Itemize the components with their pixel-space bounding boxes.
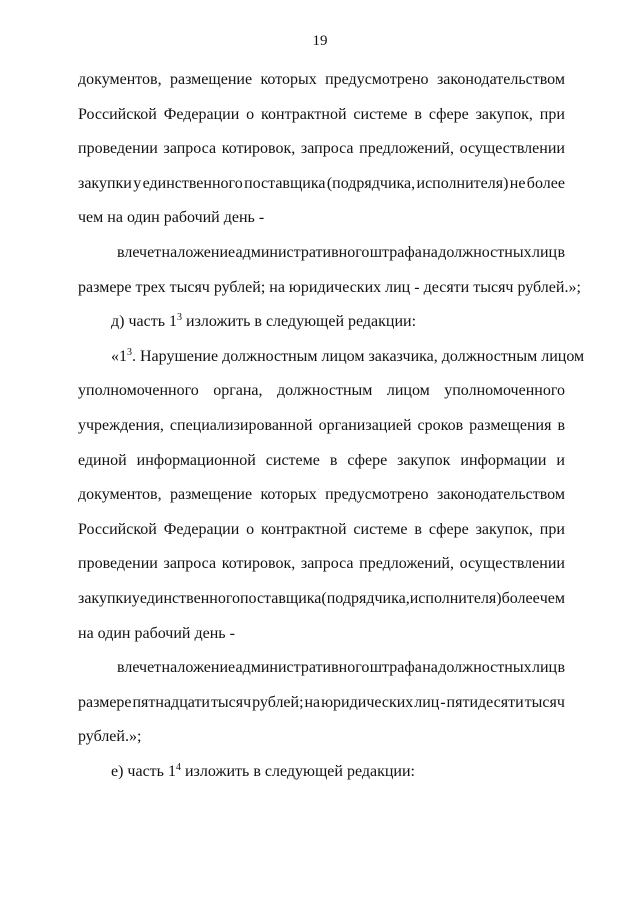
- word: законодательством: [436, 486, 565, 504]
- line-text: рублей.»;: [78, 728, 142, 746]
- word: при: [539, 520, 565, 538]
- text-line: [78, 623, 565, 658]
- text-line: [78, 346, 585, 381]
- text-line: [78, 484, 565, 519]
- word: предложений,: [359, 555, 454, 573]
- word: лиц: [531, 659, 558, 677]
- line-text: изложить в следующей редакции:: [182, 313, 417, 331]
- word: влечет: [117, 659, 162, 677]
- word: единой: [78, 451, 127, 469]
- word: наложение: [161, 659, 236, 677]
- word: учреждения,: [78, 416, 164, 434]
- text-line: [78, 277, 581, 312]
- line-text: размере трех тысяч рублей; на юридических лиц - десяти тысяч рублей.»;: [78, 278, 581, 296]
- word: лиц: [414, 693, 440, 711]
- word: предусмотрено: [325, 486, 429, 504]
- page-number: 19: [312, 33, 328, 49]
- word: информационной: [136, 451, 256, 469]
- word: осуществлении: [459, 140, 565, 158]
- line-text: чем на один рабочий день -: [78, 209, 265, 227]
- word: сроков: [417, 416, 464, 434]
- text-line: [78, 657, 565, 692]
- word: предложений,: [359, 140, 454, 158]
- text-line: [78, 311, 565, 346]
- word: у: [131, 589, 140, 607]
- superscript: 3: [177, 312, 183, 324]
- word: наложение: [161, 243, 236, 261]
- word: в: [414, 520, 422, 538]
- word: у: [133, 174, 142, 192]
- word: штрафа: [369, 659, 422, 677]
- text-line: [78, 207, 565, 242]
- word: запроса: [300, 555, 354, 573]
- word: исполнителя): [416, 174, 509, 192]
- word: Российской: [78, 520, 157, 538]
- text-line: [78, 726, 565, 761]
- word: сфере: [347, 451, 388, 469]
- word: на: [422, 659, 438, 677]
- text-line: [78, 450, 565, 485]
- word: в: [557, 243, 565, 261]
- word: органа,: [213, 382, 263, 400]
- word: организацией: [318, 416, 412, 434]
- word: осуществлении: [459, 555, 565, 573]
- line-text: е) часть 1: [111, 762, 176, 780]
- word: единственного: [142, 174, 243, 192]
- word: контрактной: [261, 105, 347, 123]
- text-line: [78, 242, 565, 277]
- word: рублей;: [252, 693, 304, 711]
- line-text: д) часть 1: [111, 313, 178, 331]
- word: Федерации: [163, 520, 240, 538]
- line-text: . Нарушение должностным лицом заказчика, должностным лицом: [132, 347, 585, 365]
- word: закупки: [78, 589, 132, 607]
- word: закупок,: [475, 520, 533, 538]
- text-line: [78, 138, 565, 173]
- word: котировок,: [221, 555, 296, 573]
- word: о: [246, 105, 255, 123]
- word: запроса: [163, 140, 217, 158]
- word: поставщика: [244, 174, 326, 192]
- word: лицом: [386, 382, 430, 400]
- word: закупок,: [475, 105, 533, 123]
- word: системе: [353, 520, 408, 538]
- superscript: 4: [175, 761, 181, 773]
- word: должностных: [438, 659, 532, 677]
- word: должностным: [276, 382, 373, 400]
- line-text: изложить в следующей редакции:: [180, 762, 415, 780]
- text-line: [78, 104, 565, 139]
- word: закупок: [397, 451, 451, 469]
- superscript: 3: [127, 346, 132, 358]
- word: сфере: [428, 520, 469, 538]
- word: должностных: [438, 243, 532, 261]
- word: исполнителя): [409, 589, 502, 607]
- text-line: [78, 588, 565, 623]
- word: влечет: [117, 243, 162, 261]
- word: не: [509, 174, 526, 192]
- word: информации: [460, 451, 547, 469]
- word: документов,: [78, 486, 162, 504]
- word: юридических: [321, 693, 414, 711]
- word: размещение: [169, 486, 253, 504]
- word: единственного: [139, 589, 240, 607]
- word: административного: [235, 659, 370, 677]
- document-body: [78, 69, 585, 795]
- word: (подрядчика,: [326, 174, 416, 192]
- word: в: [329, 451, 338, 469]
- word: в: [414, 105, 422, 123]
- word: лиц: [531, 243, 558, 261]
- word: запроса: [163, 555, 217, 573]
- word: сфере: [428, 105, 469, 123]
- word: более: [526, 174, 565, 192]
- word: о: [246, 520, 255, 538]
- word: и: [556, 451, 565, 469]
- text-line: [78, 692, 565, 727]
- word: Российской: [78, 105, 157, 123]
- word: проведении: [78, 555, 158, 573]
- word: чем: [539, 589, 566, 607]
- word: закупки: [78, 174, 132, 192]
- word: которых: [260, 71, 317, 88]
- word: тысяч: [210, 693, 252, 711]
- word: проведении: [78, 140, 158, 158]
- word: системе: [353, 105, 408, 123]
- line-text: на один рабочий день -: [78, 624, 235, 642]
- word: которых: [260, 486, 317, 504]
- word: при: [539, 105, 565, 123]
- word: административного: [235, 243, 370, 261]
- text-line: [78, 380, 565, 415]
- word: размещения: [469, 416, 552, 434]
- word: законодательством: [436, 71, 565, 88]
- text-line: [78, 173, 565, 208]
- word: на: [422, 243, 438, 261]
- word: уполномоченного: [444, 382, 565, 400]
- word: размере: [78, 693, 132, 711]
- word: штрафа: [369, 243, 422, 261]
- word: в: [557, 416, 565, 434]
- text-line: [78, 519, 565, 554]
- line-text: «1: [111, 347, 127, 365]
- word: поставщика: [239, 589, 322, 607]
- word: (подрядчика,: [321, 589, 410, 607]
- word: в: [557, 659, 565, 677]
- word: более: [501, 589, 540, 607]
- word: системе: [265, 451, 320, 469]
- word: уполномоченного: [78, 382, 199, 400]
- word: запроса: [300, 140, 354, 158]
- word: контрактной: [261, 520, 347, 538]
- word: специализированной: [169, 416, 313, 434]
- text-line: [78, 415, 565, 450]
- text-line: [78, 553, 565, 588]
- word: -: [440, 693, 446, 711]
- word: пятидесяти: [446, 693, 524, 711]
- word: тысяч: [524, 693, 565, 711]
- text-line: [78, 69, 565, 104]
- word: на: [304, 693, 321, 711]
- text-line: [78, 761, 565, 796]
- word: котировок,: [221, 140, 296, 158]
- word: Федерации: [163, 105, 240, 123]
- word: размещение: [169, 71, 253, 88]
- word: предусмотрено: [325, 71, 429, 88]
- word: документов,: [78, 71, 162, 88]
- word: пятнадцати: [132, 693, 210, 711]
